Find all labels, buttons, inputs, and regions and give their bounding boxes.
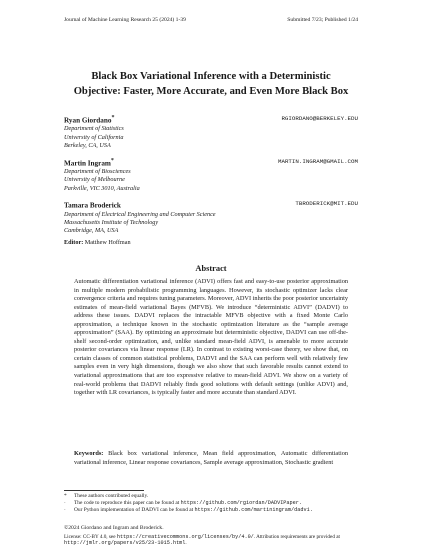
abstract-text: Automatic differentiation variational inference (ADVI) offers fast and easy-to-use posterior approximation in multiple modern probabilistic programming languages. However, its stochastic optimizer lacks clear convergence criteria and requires tuning parameters. Moreover, ADVI inherits the poor posterior uncertainty estimates of mean-field variational Bayes (MFVB). We introduce “deterministic ADVI” (DADVI) to address these issues. DADVI replaces the intractable MFVB objective with a fixed Monte Carlo approximation, a technique known in the stochastic optimization literature as the “sample average approximation” (SAA). By optimizing an approximate but deterministic objective, DADVI can use off-the-shelf second-order optimization, and, unlike standard mean-field ADVI, is amenable to more accurate posterior covariances via linear response (LR). In contrast to existing worst-case theory, we show that, on certain classes of common statistical problems, DADVI and the SAA can perform well with relatively few samples even in very high dimensions, though we also show that such favorable results cannot extend to variational approximations that are too expressive relative to mean-field ADVI. We show on a variety of real-world problems that DADVI reliably finds good solutions with default settings (unlike ADVI) and, together with LR covariances, is typically faster and more accurate than standard ADVI.: [74, 278, 348, 397]
implementation-repo-link[interactable]: https://github.com/martiningram/dadvi.: [194, 506, 313, 513]
paper-title: [64, 70, 358, 99]
author-email: MARTIN.INGRAM@GMAIL.COM: [277, 157, 358, 165]
affiliation-line: Berkeley, CA, USA: [64, 142, 111, 150]
attribution-link[interactable]: http://jmlr.org/papers/v25/23-1015.html: [64, 540, 186, 547]
footnote-text: These authors contributed equally.: [74, 493, 149, 499]
affiliation-line: Massachusetts Institute of Technology: [64, 219, 159, 227]
equal-contribution-mark: *: [111, 115, 115, 121]
author-block: [64, 157, 358, 194]
affiliation-line: Department of Statistics: [64, 125, 124, 133]
footnote: [64, 493, 364, 500]
license-link[interactable]: https://creativecommons.org/licenses/by/4.0/: [116, 534, 254, 540]
submission-dates: Submitted 7/23; Published 1/24: [287, 17, 358, 23]
footnote-rule: [64, 490, 144, 491]
author-affiliation: [64, 168, 358, 193]
author-email: RGIORDANO@BERKELEY.EDU: [281, 115, 358, 122]
author-affiliation: [64, 125, 358, 150]
footnotes: [64, 493, 364, 514]
keywords: [74, 450, 348, 467]
copyright-notice: ©2024 Giordano and Ingram and Broderick.: [64, 525, 164, 531]
keywords-text: Black box variational inference, Mean field approximation, Automatic differentiation variational inference, Linear response covariances, Sample average approximation, Stochastic gradient: [74, 450, 348, 466]
affiliation-line: Department of Biosciences: [64, 168, 131, 175]
keywords-label: Keywords:: [74, 450, 104, 457]
license-notice: [64, 534, 360, 547]
author-affiliation: [64, 211, 358, 236]
affiliation-line: University of California: [64, 133, 124, 141]
affiliation-line: Department of Electrical Engineering and Computer Science: [64, 210, 216, 218]
editor-line: [64, 239, 131, 247]
abstract-heading: Abstract: [195, 264, 227, 273]
code-repo-link[interactable]: https://github.com/rgiordan/DADVIPaper.: [180, 499, 302, 506]
author-block: [64, 199, 358, 236]
editor-label: Editor:: [64, 239, 84, 246]
author-name: Tamara Broderick: [64, 201, 121, 210]
license-middle: . Attribution requirements are provided at: [253, 534, 340, 540]
footnote-mark: ·: [64, 506, 66, 513]
author-block: [64, 114, 358, 151]
footnote: [64, 507, 364, 514]
license-prefix: License: CC-BY 4.0, see: [64, 534, 117, 540]
footnote-text: The code to reproduce this paper can be found at: [74, 499, 181, 506]
footnote-mark: ·: [64, 499, 66, 506]
author-email: TBRODERICK@MIT.EDU: [295, 200, 358, 208]
author-name: Martin Ingram*: [64, 157, 114, 167]
editor-name: Matthew Hoffman: [84, 239, 131, 246]
author-name: Ryan Giordano*: [64, 115, 115, 125]
title-line-1: Black Box Variational Inference with a Deterministic: [91, 71, 331, 82]
affiliation-line: University of Melbourne: [64, 176, 125, 184]
journal-citation: Journal of Machine Learning Research 25 (2024) 1-39: [64, 17, 186, 23]
footnote-mark: *: [64, 493, 67, 499]
footnote: [64, 500, 364, 507]
author-list: [64, 114, 358, 242]
equal-contribution-mark: *: [110, 157, 114, 164]
license-suffix: .: [185, 540, 187, 547]
footnote-text: Our Python implementation of DADVI can be found at: [74, 506, 195, 513]
affiliation-line: Cambridge, MA, USA: [64, 227, 119, 235]
title-line-2: Objective: Faster, More Accurate, and Even More Black Box: [73, 85, 349, 97]
affiliation-line: Parkville, VIC 3010, Australia: [64, 184, 140, 192]
